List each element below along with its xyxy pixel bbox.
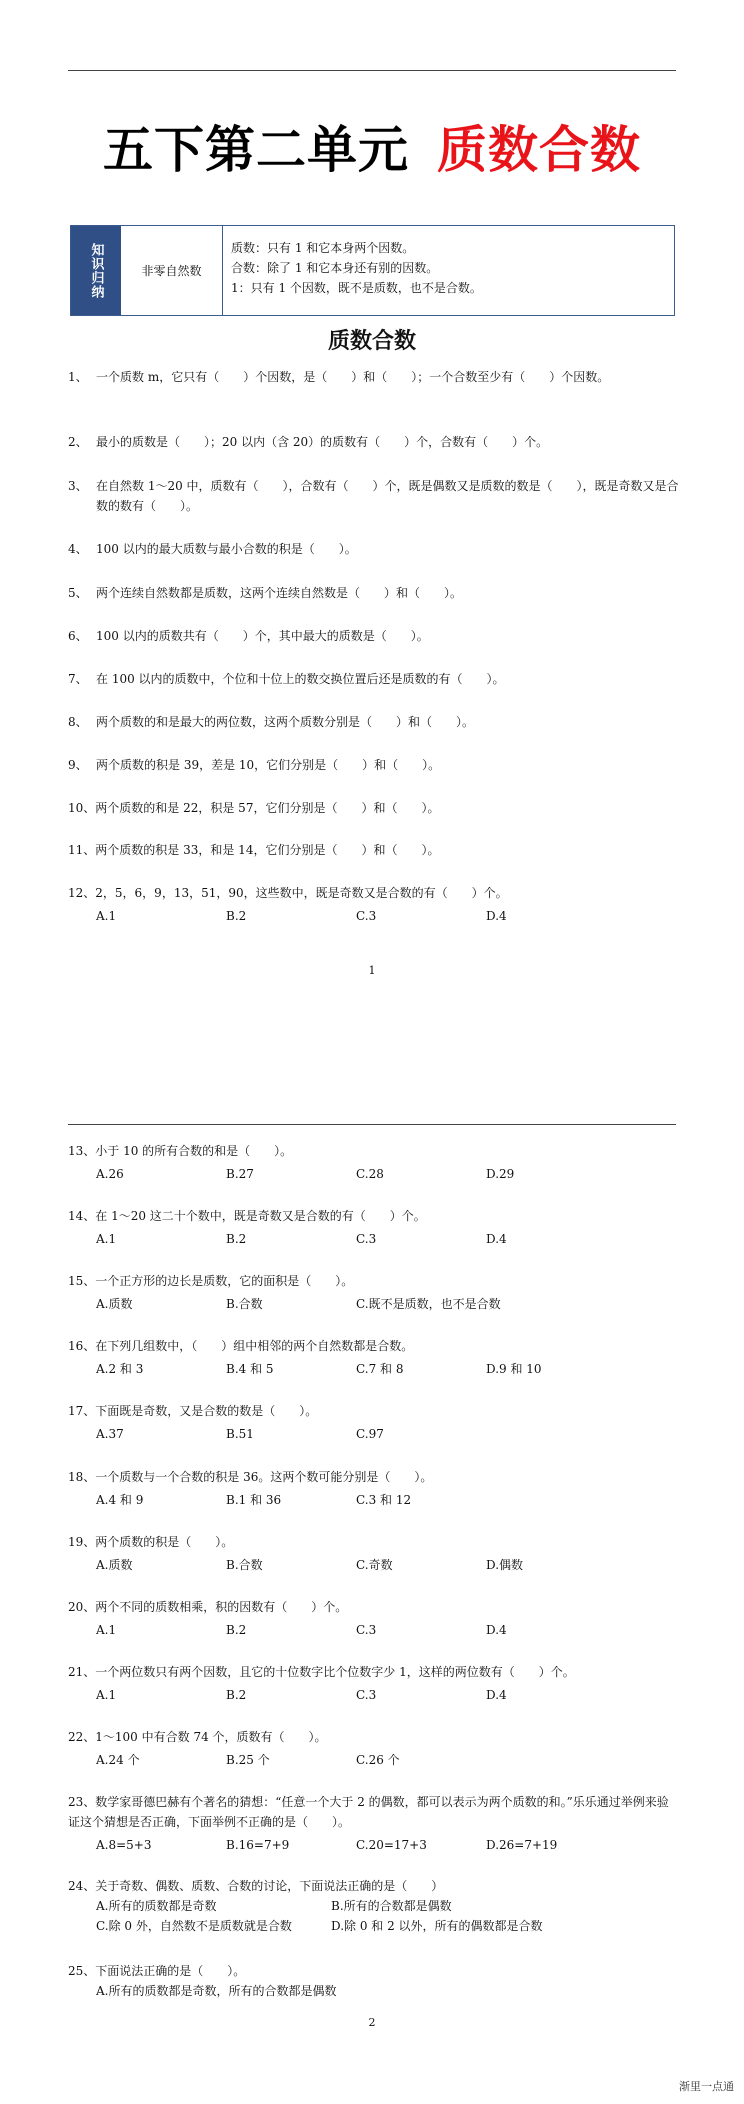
option-a: A.8=5+3 <box>96 1838 152 1852</box>
option-c: C.除 0 外，自然数不是质数就是合数 <box>96 1919 292 1933</box>
option-b: B.2 <box>226 1688 247 1702</box>
options <box>96 1620 680 1640</box>
option-b: B.合数 <box>226 1558 263 1572</box>
question-13 <box>68 1141 680 1184</box>
options <box>96 1916 680 1936</box>
question-number: 10、 <box>68 801 96 815</box>
question-7 <box>68 669 680 689</box>
options <box>96 1750 680 1770</box>
knowledge-lines <box>223 226 674 315</box>
option-a: A.26 <box>96 1167 124 1181</box>
option-d: D.26=7+19 <box>486 1838 558 1852</box>
title-topic: 质数合数 <box>437 121 641 179</box>
option-b: B.2 <box>226 1623 247 1637</box>
question-number: 9、 <box>68 758 88 772</box>
knowledge-line: 1：只有 1 个因数，既不是质数，也不是合数。 <box>231 281 482 295</box>
options <box>96 1685 680 1705</box>
option-a: A.所有的质数都是奇数，所有的合数都是偶数 <box>96 1984 337 1998</box>
question-number: 2、 <box>68 435 88 449</box>
option-d: D.4 <box>486 1623 507 1637</box>
options <box>96 1835 680 1855</box>
question-text: 20、两个不同的质数相乘，积的因数有（ ）个。 <box>68 1600 348 1614</box>
option-a: A.质数 <box>96 1297 133 1311</box>
question-6 <box>68 626 680 646</box>
options <box>96 1490 680 1510</box>
knowledge-box <box>70 225 675 316</box>
options <box>96 1424 680 1444</box>
question-text: 两个质数的和是最大的两位数，这两个质数分别是（ ）和（ ）。 <box>96 715 475 729</box>
question-text: 两个质数的积是 39，差是 10，它们分别是（ ）和（ ）。 <box>96 758 441 772</box>
option-c: C.奇数 <box>356 1558 393 1572</box>
question-21 <box>68 1662 680 1705</box>
question-3 <box>68 476 680 516</box>
page-number: 2 <box>368 2016 376 2029</box>
option-a: A.1 <box>96 1232 117 1246</box>
question-text: 15、一个正方形的边长是质数，它的面积是（ ）。 <box>68 1274 354 1288</box>
option-b: B.2 <box>226 1232 247 1246</box>
knowledge-category: 非零自然数 <box>121 226 223 315</box>
option-d: D.4 <box>486 909 507 923</box>
option-a: A.1 <box>96 1688 117 1702</box>
question-text: 两个质数的积是 33，和是 14，它们分别是（ ）和（ ）。 <box>95 843 440 857</box>
options <box>96 1359 680 1379</box>
question-text: 24、关于奇数、偶数、质数、合数的讨论，下面说法正确的是（ ） <box>68 1879 444 1893</box>
question-18 <box>68 1467 680 1510</box>
page2-top-rule <box>68 1124 676 1125</box>
options <box>96 1555 680 1575</box>
question-text: 14、在 1～20 这二十个数中，既是奇数又是合数的有（ ）个。 <box>68 1209 426 1223</box>
question-25 <box>68 1961 680 2001</box>
option-b: B.1 和 36 <box>226 1493 282 1507</box>
question-23 <box>68 1792 680 1855</box>
question-number: 1、 <box>68 370 88 384</box>
question-5 <box>68 583 680 603</box>
question-text: 在 100 以内的质数中，个位和十位上的数交换位置后还是质数的有（ ）。 <box>96 672 505 686</box>
question-17 <box>68 1401 680 1444</box>
question-text: 100 以内的最大质数与最小合数的积是（ ）。 <box>96 542 357 556</box>
question-9 <box>68 755 680 775</box>
question-text: 在自然数 1～20 中，质数有（ ），合数有（ ）个，既是偶数又是质数的数是（ ），既是奇数又是合数的数有（ ）。 <box>96 479 679 513</box>
page1-top-rule <box>68 70 676 71</box>
knowledge-line: 合数：除了 1 和它本身还有别的因数。 <box>231 261 439 275</box>
question-text: 2，5，6，9，13，51，90，这些数中，既是奇数又是合数的有（ ）个。 <box>95 886 508 900</box>
question-10 <box>68 798 680 818</box>
option-b: B.16=7+9 <box>226 1838 290 1852</box>
option-a: A.37 <box>96 1427 124 1441</box>
option-a: A.24 个 <box>96 1753 140 1767</box>
option-b: B.所有的合数都是偶数 <box>331 1899 452 1913</box>
section-title: 质数合数 <box>327 329 416 354</box>
question-14 <box>68 1206 680 1249</box>
question-text: 22、1～100 中有合数 74 个，质数有（ ）。 <box>68 1730 327 1744</box>
option-b: B.27 <box>226 1167 254 1181</box>
option-b: B.2 <box>226 909 247 923</box>
options <box>96 1896 680 1916</box>
question-19 <box>68 1532 680 1575</box>
option-c: C.既不是质数，也不是合数 <box>356 1297 501 1311</box>
option-d: D.偶数 <box>486 1558 524 1572</box>
title-unit: 五下第二单元 <box>103 121 409 179</box>
option-a: A.2 和 3 <box>96 1362 144 1376</box>
question-number: 3、 <box>68 479 88 493</box>
watermark: 渐里一点通 <box>679 2080 734 2093</box>
question-text: 18、一个质数与一个合数的积是 36。这两个数可能分别是（ ）。 <box>68 1470 433 1484</box>
question-text: 100 以内的质数共有（ ）个，其中最大的质数是（ ）。 <box>96 629 429 643</box>
option-c: C.3 <box>356 1623 377 1637</box>
option-c: C.3 <box>356 909 377 923</box>
question-2 <box>68 432 680 452</box>
knowledge-line: 质数：只有 1 和它本身两个因数。 <box>231 241 415 255</box>
options <box>96 1164 680 1184</box>
option-a: A.所有的质数都是奇数 <box>96 1899 217 1913</box>
question-22 <box>68 1727 680 1770</box>
question-text: 25、下面说法正确的是（ ）。 <box>68 1964 246 1978</box>
question-text: 两个连续自然数都是质数，这两个连续自然数是（ ）和（ ）。 <box>96 586 463 600</box>
question-number: 5、 <box>68 586 88 600</box>
options <box>96 1229 680 1249</box>
option-b: B.51 <box>226 1427 254 1441</box>
option-c: C.20=17+3 <box>356 1838 427 1852</box>
question-text: 17、下面既是奇数，又是合数的数是（ ）。 <box>68 1404 318 1418</box>
question-8 <box>68 712 680 732</box>
option-b: B.4 和 5 <box>226 1362 274 1376</box>
option-c: C.97 <box>356 1427 384 1441</box>
question-16 <box>68 1336 680 1379</box>
options <box>96 1294 680 1314</box>
option-c: C.7 和 8 <box>356 1362 404 1376</box>
option-d: D.29 <box>486 1167 515 1181</box>
option-b: B.合数 <box>226 1297 263 1311</box>
option-d: D.4 <box>486 1688 507 1702</box>
option-a: A.质数 <box>96 1558 133 1572</box>
option-c: C.26 个 <box>356 1753 400 1767</box>
question-text: 16、在下列几组数中，（ ）组中相邻的两个自然数都是合数。 <box>68 1339 414 1353</box>
page-title <box>0 110 744 182</box>
question-20 <box>68 1597 680 1640</box>
question-text: 21、一个两位数只有两个因数，且它的十位数字比个位数字少 1，这样的两位数有（ ）个。 <box>68 1665 575 1679</box>
question-text: 19、两个质数的积是（ ）。 <box>68 1535 234 1549</box>
option-a: A.1 <box>96 1623 117 1637</box>
question-number: 8、 <box>68 715 88 729</box>
options <box>96 906 680 926</box>
page-number: 1 <box>368 964 376 977</box>
question-text: 一个质数 m，它只有（ ）个因数，是（ ）和（ ）；一个合数至少有（ ）个因数。 <box>96 370 610 384</box>
option-d: D.除 0 和 2 以外，所有的偶数都是合数 <box>331 1919 543 1933</box>
option-c: C.28 <box>356 1167 384 1181</box>
option-c: C.3 和 12 <box>356 1493 412 1507</box>
question-15 <box>68 1271 680 1314</box>
question-4 <box>68 539 680 559</box>
question-12 <box>68 883 680 926</box>
knowledge-tag: 知识归纳 <box>71 226 121 315</box>
option-a: A.4 和 9 <box>96 1493 144 1507</box>
option-a: A.1 <box>96 909 117 923</box>
option-b: B.25 个 <box>226 1753 270 1767</box>
question-1 <box>68 367 680 387</box>
question-24 <box>68 1876 680 1936</box>
question-number: 11、 <box>68 843 96 857</box>
question-text: 23、数学家哥德巴赫有个著名的猜想：“任意一个大于 2 的偶数，都可以表示为两个质数的和。”乐乐通过举例来验证这个猜想是否正确，下面举例不正确的是（ ）。 <box>68 1795 669 1829</box>
option-d: D.4 <box>486 1232 507 1246</box>
question-text: 两个质数的和是 22，积是 57，它们分别是（ ）和（ ）。 <box>95 801 440 815</box>
question-number: 12、 <box>68 886 96 900</box>
question-11 <box>68 840 680 860</box>
question-number: 4、 <box>68 542 88 556</box>
question-text: 13、小于 10 的所有合数的和是（ ）。 <box>68 1144 293 1158</box>
option-d: D.9 和 10 <box>486 1362 542 1376</box>
question-number: 7、 <box>68 672 88 686</box>
option-c: C.3 <box>356 1232 377 1246</box>
option-c: C.3 <box>356 1688 377 1702</box>
question-number: 6、 <box>68 629 88 643</box>
question-text: 最小的质数是（ ）；20 以内（含 20）的质数有（ ）个，合数有（ ）个。 <box>96 435 549 449</box>
